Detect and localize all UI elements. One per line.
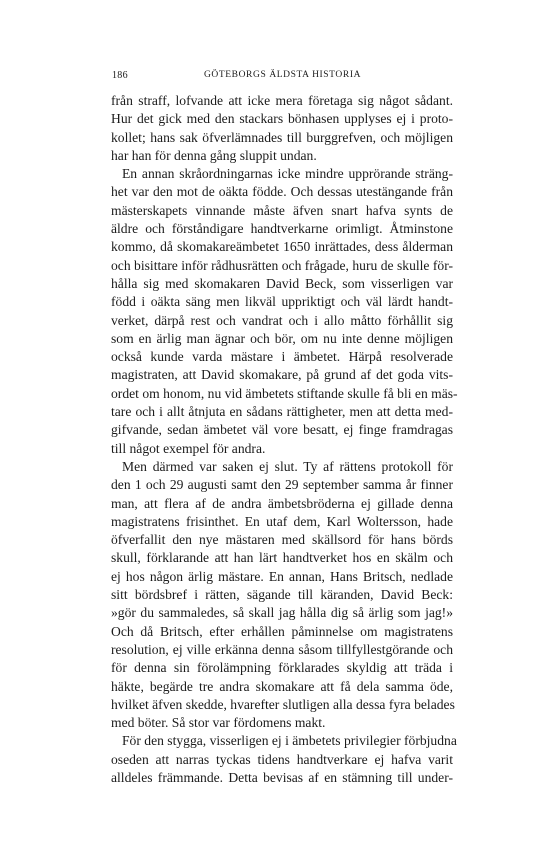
text-line: ej hos någon ärlig mästare. En annan, Hans Britsch, nedlade <box>111 568 453 584</box>
text-line: hvilket äfven skedde, hvarefter slutligen alla dessa fyra belades <box>111 696 455 712</box>
body-text <box>111 92 458 787</box>
text-line: skull, förklarande att han lärt handtverket hos en skälm och <box>111 550 453 566</box>
text-line: kommo, då skomakareämbetet 1650 inrättades, dess ålderman <box>111 239 453 255</box>
text-line: alldeles främmande. Detta bevisas af en stämning till under- <box>111 769 453 785</box>
text-line: från straff, lofvande att icke mera företaga sig något sådant. <box>111 93 453 108</box>
text-line: ordet om honom, nu vid ämbetets stiftande skulle få bli en mäs- <box>111 385 458 401</box>
text-line: sitt bördsbref i rätten, sägande till käranden, David Beck: <box>111 587 453 603</box>
text-line: har han för denna gång sluppit undan. <box>111 147 317 163</box>
text-line: också kunde varda mästare i ämbetet. Härpå resolverade <box>111 349 453 365</box>
text-line: hålla sig med skomakaren David Beck, som visserligen var <box>111 275 453 291</box>
text-line: Hur det gick med den stackars bönhasen upplyses ej i proto- <box>111 111 453 127</box>
text-line: häkte, begärde tre andra skomakare att få dela samma öde, <box>111 678 453 694</box>
text-line: mästerskapets vinnande måste äfven snart hafva synts de <box>111 202 453 218</box>
text-line: kollet; hans sak öfverlämnades till burggrefven, och möjligen <box>111 129 453 145</box>
text-line: Och då Britsch, efter erhållen påminnelse om magistratens <box>111 623 453 639</box>
text-line: man, att flera af de andra ämbetsbröderna ej gillade denna <box>111 495 453 511</box>
text-line: den 1 och 29 augusti samt den 29 september samma år finner <box>111 477 453 493</box>
text-line: tare och i allt åtnjuta en sådans rättigheter, men att detta med- <box>111 404 453 420</box>
page-number: 186 <box>112 70 128 81</box>
text-line: till något exempel för andra. <box>111 440 266 456</box>
text-line: och bisittare inför rådhusrätten och frågade, huru de skulle för- <box>111 257 453 273</box>
text-line: En annan skråordningarnas icke mindre upprörande sträng- <box>122 166 453 182</box>
text-line: född i oäkta säng men likväl uppriktigt och väl lärdt handt- <box>111 294 453 310</box>
text-line: för denna sin förolämpning förklarades skyldig att träda i <box>111 660 453 676</box>
running-title: GÖTEBORGS ÄLDSTA HISTORIA <box>203 70 362 80</box>
text-line: som en ärlig man ägnar och bör, om nu inte denne möjligen <box>111 330 453 346</box>
text-line: med böter. Så stor var fördomens makt. <box>111 715 326 731</box>
text-line: öfverfallit den nye mästaren med skällsord för hans börds <box>111 532 453 548</box>
text-line: magistratens frisinthet. En utaf dem, Karl Woltersson, hade <box>111 513 453 529</box>
text-line: äldre och förståndigare handtverkarne orimligt. Åtminstone <box>111 221 453 237</box>
text-line: verket, därpå rest och vandrat och i allo måtto förhållit sig <box>111 312 453 328</box>
text-line: oseden att narras tyckas tidens handtverkare ej hafva varit <box>111 751 453 767</box>
text-line: Men därmed var saken ej slut. Ty af rättens protokoll för <box>122 458 453 474</box>
text-line: resolution, ej ville erkänna denna såsom tillfyllestgörande och <box>111 641 453 657</box>
text-line: För den stygga, visserligen ej i ämbetets privilegier förbjudna <box>122 733 457 749</box>
text-line: magistraten, att David skomakare, på grund af det goda vits- <box>111 367 453 383</box>
text-line: gifvande, sedan ämbetet väl vore besatt, ej finge framdragas <box>111 422 453 438</box>
running-head <box>112 70 453 84</box>
text-line: het var den mot de oäkta födde. Och dessas utestängande från <box>111 184 453 200</box>
text-line: »gör du sammaledes, så skall jag hålla dig så ärlig som jag!» <box>111 605 453 621</box>
